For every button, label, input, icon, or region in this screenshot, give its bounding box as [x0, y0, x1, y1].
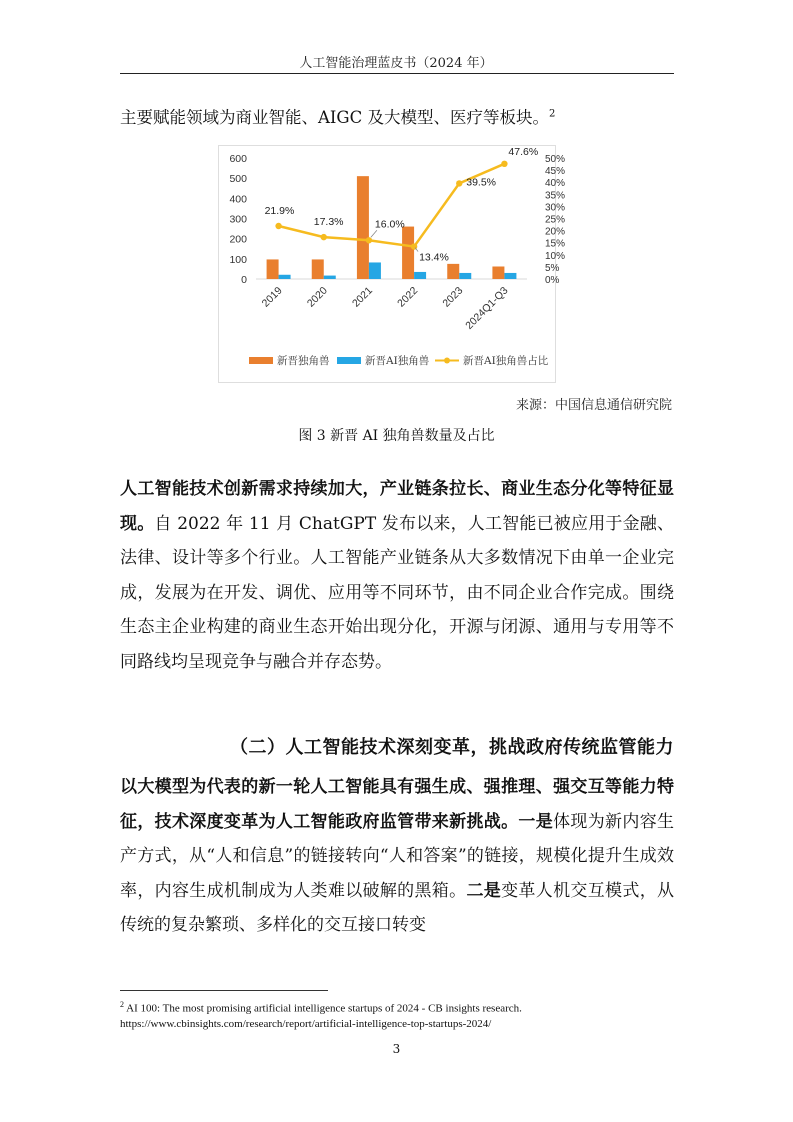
category-label: 2024Q1-Q3	[463, 284, 511, 332]
data-label-leader	[371, 230, 377, 237]
paragraph-2	[120, 770, 674, 943]
legend-label: 新晋AI独角兽	[365, 355, 430, 367]
point-two-text: 变革人机交互模式，从传统的复杂繁琐、多样化的交互接口转变	[120, 880, 675, 935]
unicorn-bar	[312, 259, 324, 279]
paragraph-2-lead: 以大模型为代表的新一轮人工智能具有强生成、强推理、强交互等能力特征，技术深度变革为人工智能政府监管带来新挑战。	[120, 777, 674, 832]
footnote-url: https://www.cbinsights.com/research/report/artificial-intelligence-top-startups-2024/	[120, 1017, 492, 1030]
category-label: 2022	[395, 284, 421, 310]
right-axis-tick-label: 40%	[545, 178, 566, 190]
share-point	[366, 237, 372, 243]
legend-label: 新晋AI独角兽占比	[463, 355, 549, 367]
ai-unicorn-bar	[459, 273, 471, 279]
footnote-citation: AI 100: The most promising artificial intelligence startups of 2024 - CB insights research.	[126, 1002, 522, 1015]
paragraph-1-body: 自 2022 年 11 月 ChatGPT 发布以来，人工智能已被应用于金融、法律、设计等多个行业。人工智能产业链条从大多数情况下由单一企业完成，发展为在开发、调优、应用等不同环节，由不同企业合作完成。围绕生态主企业构建的商业生态开始出现分化，开源与闭源、通用与专用等不同路线均呈现竞争与融合并存态势。	[120, 513, 674, 672]
unicorn-chart	[219, 145, 566, 382]
left-axis-tick-label: 300	[229, 213, 247, 226]
right-axis-tick-label: 20%	[545, 226, 566, 238]
left-axis-tick-label: 500	[229, 173, 247, 186]
left-axis-tick-label: 400	[229, 193, 247, 206]
share-data-label: 39.5%	[466, 176, 497, 189]
share-point	[321, 234, 327, 240]
share-data-label: 17.3%	[313, 216, 344, 229]
figure-source: 来源：中国信息通信研究院	[515, 398, 672, 413]
share-point	[275, 223, 281, 229]
ai-unicorn-bar	[504, 273, 516, 279]
unicorn-bar	[357, 176, 369, 279]
unicorn-bar	[402, 227, 414, 279]
share-point	[456, 180, 462, 186]
point-two-label: 二是	[466, 880, 502, 901]
legend-swatch	[337, 357, 361, 364]
left-axis-tick-label: 100	[229, 253, 247, 266]
unicorn-bar	[267, 259, 279, 279]
legend-swatch	[249, 357, 273, 364]
paragraph-1	[120, 472, 674, 679]
ai-unicorn-bar	[324, 276, 336, 279]
share-point	[501, 161, 507, 167]
legend-swatch-marker	[444, 358, 450, 364]
figure-caption: 图 3 新晋 AI 独角兽数量及占比	[298, 428, 495, 444]
footnote-reference: 2	[548, 108, 556, 120]
left-axis-tick-label: 0	[241, 274, 247, 286]
section-heading: （二）人工智能技术深刻变革，挑战政府传统监管能力	[230, 737, 674, 758]
right-axis-tick-label: 30%	[545, 202, 566, 214]
right-axis-tick-label: 35%	[545, 190, 566, 202]
unicorn-bar	[447, 264, 459, 279]
left-axis-tick-label: 200	[229, 233, 247, 246]
right-axis-tick-label: 45%	[545, 166, 566, 178]
left-axis-tick-label: 600	[229, 153, 247, 165]
legend-label: 新晋独角兽	[277, 355, 330, 367]
share-data-label: 16.0%	[374, 218, 405, 231]
unicorn-bar	[492, 266, 504, 279]
ai-unicorn-bar	[414, 272, 426, 279]
ai-unicorn-bar	[279, 275, 291, 279]
page-number: 3	[392, 1042, 401, 1056]
point-one-text: 体现为新内容生产方式，从“人和信息”的链接转向“人和答案”的链接，规模化提升生成效率，内容生成机制成为人类难以破解的黑箱。	[120, 811, 675, 901]
category-label: 2021	[350, 284, 376, 310]
share-data-label: 13.4%	[419, 251, 449, 264]
right-axis-tick-label: 25%	[545, 214, 566, 226]
share-data-label: 47.6%	[508, 145, 539, 158]
header-rule	[120, 73, 674, 74]
intro-paragraph	[120, 104, 680, 128]
footnote-number: 2	[120, 1000, 124, 1009]
right-axis-tick-label: 15%	[545, 238, 566, 250]
paragraph-1-lead: 人工智能技术创新需求持续加大，产业链条拉长、商业生态分化等特征显现。	[120, 479, 674, 534]
category-label: 2023	[440, 284, 466, 310]
right-axis-tick-label: 10%	[545, 250, 566, 262]
running-header: 人工智能治理蓝皮书（2024 年）	[299, 56, 493, 71]
intro-text: 主要赋能领域为商业智能、AIGC 及大模型、医疗等板块。	[120, 108, 549, 127]
footnote	[120, 997, 680, 1032]
share-data-label: 21.9%	[264, 205, 295, 218]
chart-container	[218, 145, 566, 383]
right-axis-tick-label: 50%	[545, 154, 566, 165]
ai-unicorn-bar	[369, 262, 381, 279]
footnote-rule	[120, 990, 328, 991]
point-one-label: 一是	[518, 811, 554, 832]
category-label: 2020	[304, 284, 330, 310]
right-axis-tick-label: 5%	[545, 262, 560, 274]
category-label: 2019	[259, 284, 285, 310]
right-axis-tick-label: 0%	[545, 275, 560, 286]
